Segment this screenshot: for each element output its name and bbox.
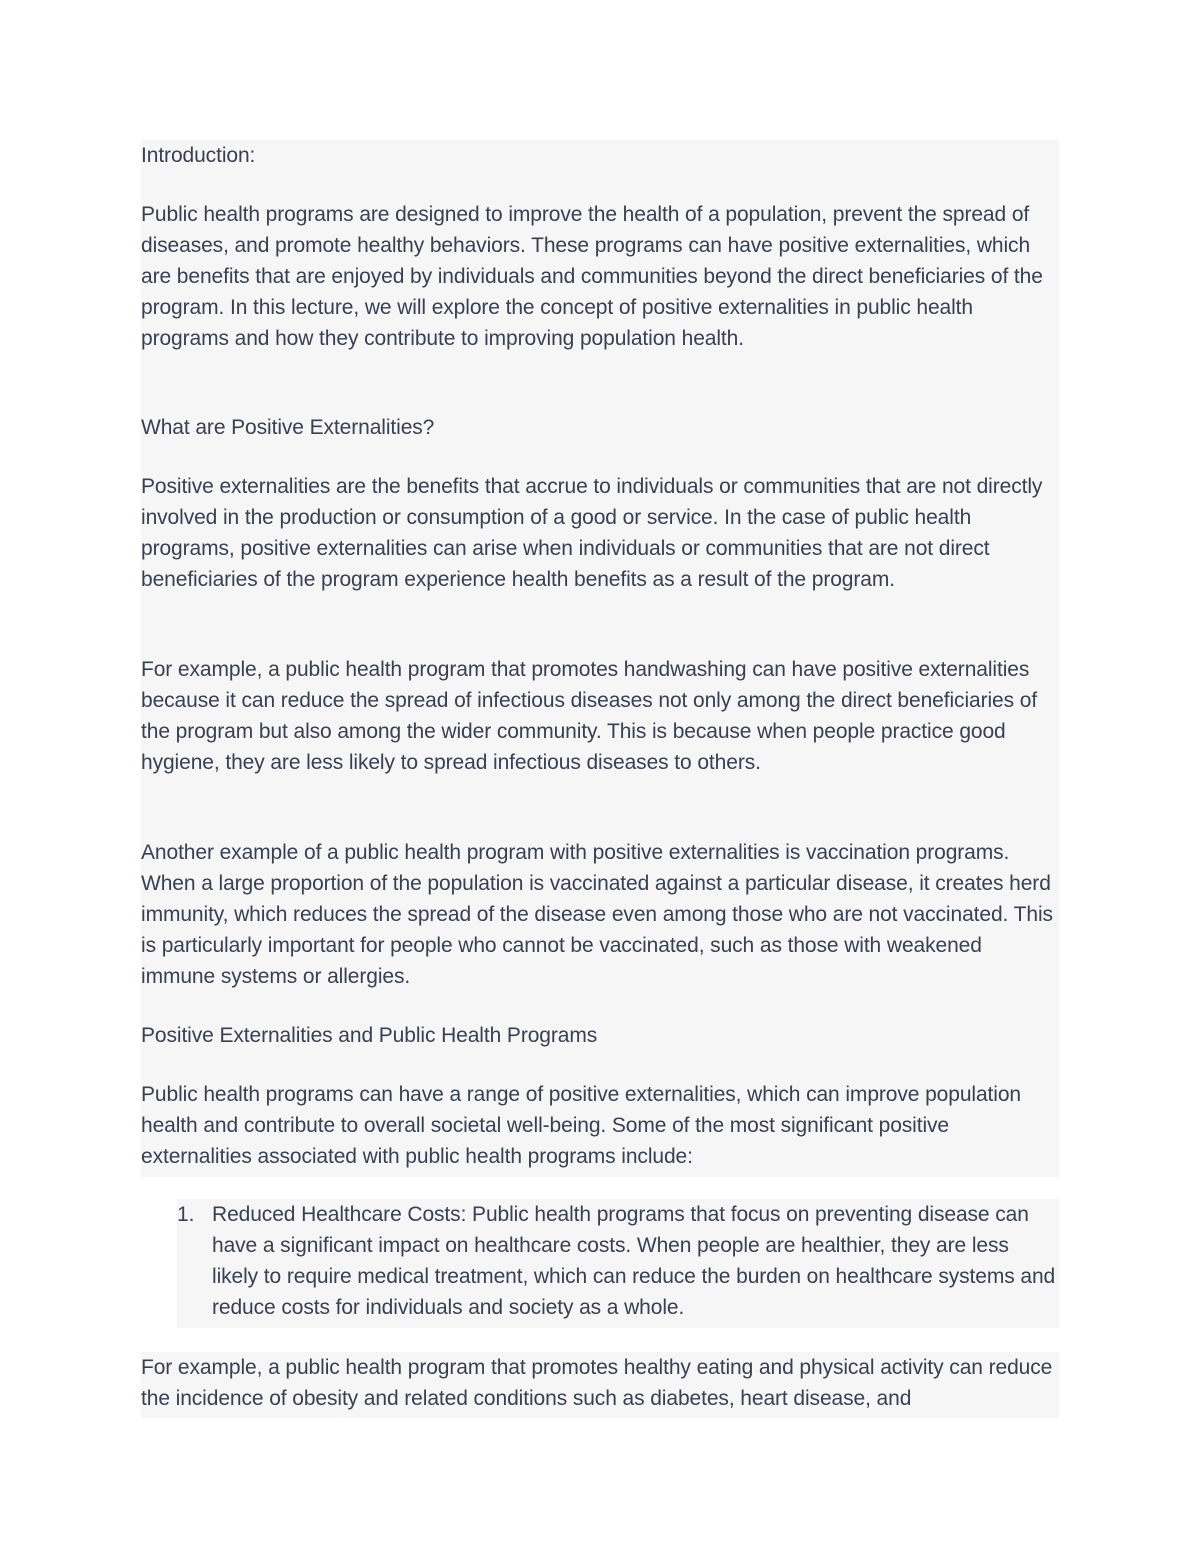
handwashing-example-paragraph: For example, a public health program that promotes handwashing can have positive externalities because it can reduce the spread of infectious diseases not only among the direct beneficiaries of the program but also among the wider community. This is because when people practice good hygiene, they are less likely to spread infectious diseases to others. [141,658,1038,774]
section-heading-positive-externalities: What are Positive Externalities? [141,416,435,439]
intro-heading: Introduction: [141,144,256,167]
numbered-list [177,1199,1059,1328]
intro-paragraph: Public health programs are designed to improve the health of a population, prevent the spread of diseases, and promote healthy behaviors. These programs can have positive externalities, which are benefits that are enjoyed by individuals and communities beyond the direct beneficiaries of the program. In this lecture, we will explore the concept of positive externalities in public health programs and how they contribute to improving population health. [141,203,1043,350]
list-item-number: 1. [177,1203,195,1226]
main-text-block [141,140,1059,1177]
healthy-eating-example-paragraph: For example, a public health program that promotes healthy eating and physical activity can reduce the incidence of obesity and related conditions such as diabetes, heart disease, and [141,1356,1053,1410]
definition-paragraph: Positive externalities are the benefits that accrue to individuals or communities that are not directly involved in the production or consumption of a good or service. In the case of public health programs, positive externalities can arise when individuals or communities that are not direct beneficiaries of the program experience health benefits as a result of the program. [141,475,1043,591]
vaccination-example-paragraph: Another example of a public health program with positive externalities is vaccination programs. When a large proportion of the population is vaccinated against a particular disease, it creates herd immunity, which reduces the spread of the disease even among those who are not vaccinated. This is particularly important for people who cannot be vaccinated, such as those with weakened immune systems or allergies. [141,841,1053,988]
healthy-eating-example-block [141,1352,1059,1418]
range-of-externalities-paragraph: Public health programs can have a range of positive externalities, which can improve population health and contribute to overall societal well-being. Some of the most significant positive externalities associated with public health programs include: [141,1083,1022,1168]
section-heading-public-health-programs: Positive Externalities and Public Health Programs [141,1024,598,1047]
list-item-text: Reduced Healthcare Costs: Public health programs that focus on preventing disease can have a significant impact on healthcare costs. When people are healthier, they are less likely to require medical treatment, which can reduce the burden on healthcare systems and reduce costs for individuals and society as a whole. [212,1203,1056,1319]
